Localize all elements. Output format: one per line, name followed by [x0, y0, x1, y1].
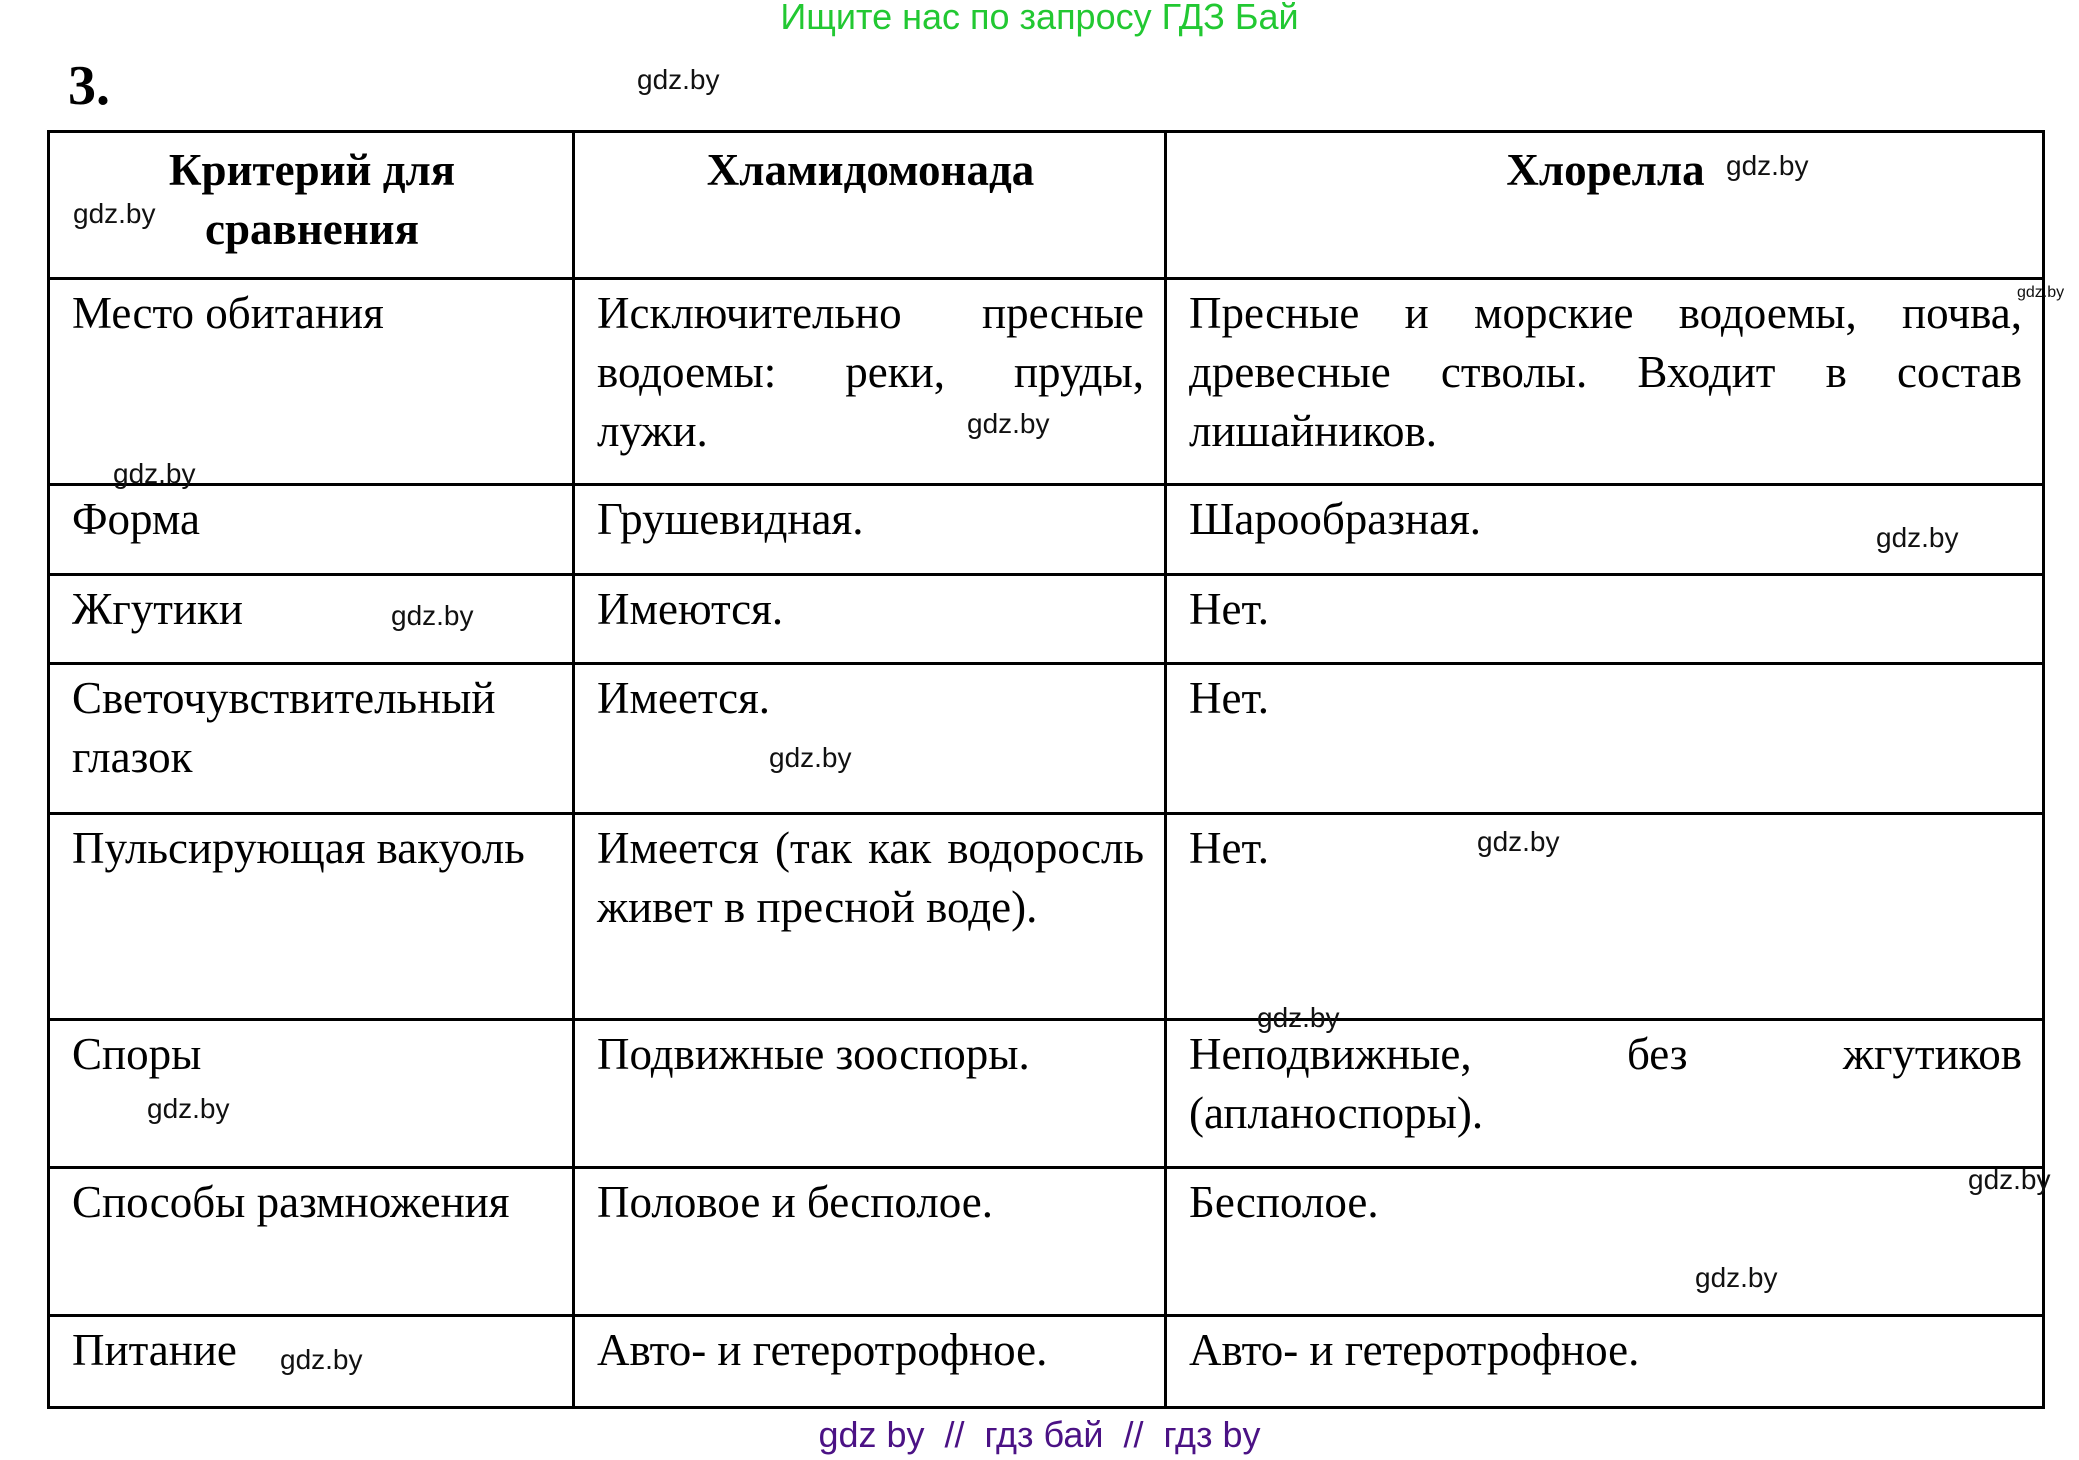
search-banner: Ищите нас по запросу ГДЗ Бай — [780, 0, 1299, 37]
table-row — [49, 485, 2044, 575]
watermark: gdz.by — [1726, 150, 1809, 181]
chlamydomonas-cell: Имеются. — [574, 575, 1166, 664]
chlorella-cell: Нет. — [1166, 575, 2044, 664]
table-row — [49, 1020, 2044, 1168]
watermark: gdz.by — [280, 1344, 363, 1375]
chlorella-cell: Шарообразная. — [1166, 485, 2044, 575]
task-number: 3. — [68, 55, 110, 117]
chlorella-cell: Пресные и морские водоемы, почва, древесные стволы. Входит в состав лишайников. — [1166, 279, 2044, 485]
watermark: gdz.by — [967, 408, 1050, 439]
watermark: gdz.by — [769, 742, 852, 773]
watermark: gdz.by — [1876, 522, 1959, 553]
watermark: gdz.by — [147, 1093, 230, 1124]
header-criterion: Критерий для сравнения — [49, 132, 574, 279]
table-row — [49, 664, 2044, 814]
chlamydomonas-cell: Авто- и гетеротрофное. — [574, 1316, 1166, 1408]
watermark: gdz.by — [1695, 1262, 1778, 1293]
table-row — [49, 279, 2044, 485]
watermark: gdz.by — [1968, 1164, 2051, 1195]
watermark: gdz.by — [637, 64, 720, 95]
chlamydomonas-cell: Половое и бесполое. — [574, 1168, 1166, 1316]
header-chlorella: Хлорелла — [1166, 132, 2044, 279]
criterion-cell: Форма — [49, 485, 574, 575]
criterion-cell: Способы размножения — [49, 1168, 574, 1316]
chlamydomonas-cell: Исключительно пресные водоемы: реки, пруды, лужи. — [574, 279, 1166, 485]
watermark: gdz.by — [391, 600, 474, 631]
criterion-cell: Место обитания — [49, 279, 574, 485]
watermark: gdz.by — [73, 198, 156, 229]
chlamydomonas-cell: Имеется (так как водоросль живет в пресной воде). — [574, 814, 1166, 1020]
watermark: gdz.by — [113, 458, 196, 489]
table-row — [49, 814, 2044, 1020]
criterion-cell: Пульсирующая вакуоль — [49, 814, 574, 1020]
header-chlamydomonas: Хламидомонада — [574, 132, 1166, 279]
chlamydomonas-cell: Имеется. — [574, 664, 1166, 814]
chlamydomonas-cell: Грушевидная. — [574, 485, 1166, 575]
criterion-cell: Споры — [49, 1020, 574, 1168]
chlorella-cell: Авто- и гетеротрофное. — [1166, 1316, 2044, 1408]
table-row — [49, 575, 2044, 664]
criterion-cell: Питание — [49, 1316, 574, 1408]
watermark: gdz.by — [1477, 826, 1560, 857]
chlorella-cell: Бесполое. — [1166, 1168, 2044, 1316]
chlorella-cell: Нет. — [1166, 814, 2044, 1020]
chlorella-cell: Нет. — [1166, 664, 2044, 814]
watermark: gdz.by — [2017, 284, 2065, 301]
comparison-table — [47, 130, 2045, 1409]
criterion-cell: Светочувствительный глазок — [49, 664, 574, 814]
watermark: gdz.by — [1257, 1002, 1340, 1033]
chlorella-cell: Неподвижные, без жгутиков (апланоспоры). — [1166, 1020, 2044, 1168]
footer-watermark: gdz by // гдз бай // гдз by — [818, 1414, 1261, 1455]
criterion-cell: Жгутики — [49, 575, 574, 664]
chlamydomonas-cell: Подвижные зооспоры. — [574, 1020, 1166, 1168]
